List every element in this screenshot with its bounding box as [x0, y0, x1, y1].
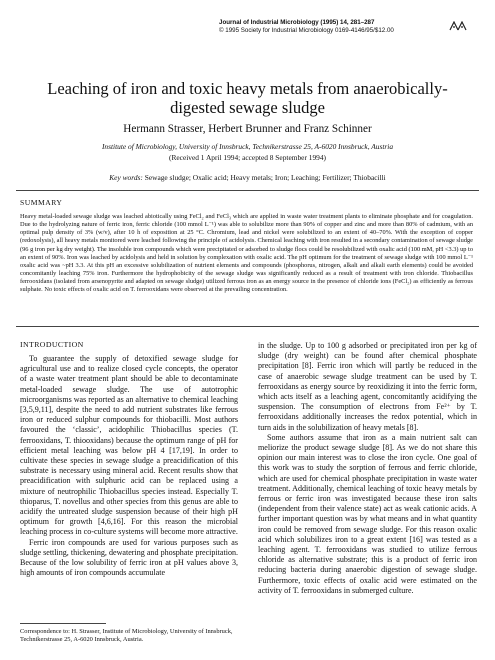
summary-top-rule [16, 190, 479, 191]
journal-header [219, 19, 439, 35]
body-paragraph: in the sludge. Up to 100 g adsorbed or precipitated iron per kg of sludge (dry weight) can be found after chemical phosphate precipitation [8]. Ferric iron which will partly be reduced in the case of anaerobic sewage sludge treatment can be used by T. ferrooxidans as energy source by reoxidizing it into the ferric form, which acts itself as a leaching agent, concomitantly acidifying the suspension. The consumption of electrons from Fe²⁺ by T. ferrooxidans additionally increases the redox potential, which in turn aids in the solubilization of heavy metals [8]. [258, 341, 477, 432]
received-dates: (Received 1 April 1994; accepted 8 September 1994) [169, 153, 326, 162]
author-list: Hermann Strasser, Herbert Brunner and Franz Schinner [123, 123, 372, 135]
copyright-line: © 1995 Society for Industrial Microbiology 0169-4146/95/$12.00 [219, 27, 394, 34]
keywords [20, 173, 475, 182]
correspondence-footnote: Correspondence to: H. Strasser, Institute of Microbiology, University of Innsbruck, Technikerstrasse 25, A-6020 Innsbruck, Austria. [20, 628, 233, 643]
summary-text: Heavy metal-loaded sewage sludge was leached abiotically using FeCl₂ and FeCl₃ which are applied in waste water treatment plants to eliminate phosphate and for coagulation. Due to the hydrolyzing nature of ferric iron, ferric chloride (100 mmol L⁻¹) was able to solubilize more than 90% of copper and zinc and more than 80% of cadmium, with an optimal pulp density of 3% (w/v), after 10 h of exposition at 25 °C. Chromium, lead and nickel were solubilized to an extent of 40–70%. With the exception of copper (redoxolysis), all heavy metals monitored were leached following the principle of acidolysis. Chemical leaching with iron resulted in a secondary contamination of sewage sludge (96 g iron per kg dry weight). The insoluble iron compounds which were precipitated or adsorbed to sludge flocs could be resolubilized with oxalic acid (100 mM, pH <3.3) up to an extent of 90%. Iron was leached by acidolysis and held in solution by complexation with oxalic acid. The pH optimum for the treatment of sewage sludge with 100 mmol L⁻¹ oxalic acid was ~pH 3.3. At this pH an excessive solubilization of nutrient elements and compounds (phosphorus, nitrogen, alkali and alkali earth elements) could be avoided concomitantly leaching 75% iron. Furthermore the hydrophobicity of the sewage sludge was significantly reduced as a result of treatment with iron chloride. Thiobacillus ferrooxidans (isolated from arsenopyrite and adapted on sewage sludge) utilized ferrous iron as an energy source in the presence of chloride ions (FeCl₂) as efficiently as ferrous sulphate. No toxic effects of oxalic acid on T. ferrooxidans were observed at the prevailing concentration. [20, 213, 473, 294]
summary-bottom-rule [16, 326, 479, 327]
body-paragraph: Some authors assume that iron as a main nutrient salt can meliorize the product sewage sludge [8]. As we do not share this opinion our main interest was to close the iron cycle. One goal of this work was to study the sorption of ferrous and ferric chloride, which are used for chemical phosphate precipitation in waste water treatment. Additionally, chemical leaching of toxic heavy metals by ferrous or ferric iron was investigated because these iron salts (independent from their valence state) act as weak cationic acids. A further important question was by what means and in what quantity iron could be removed from sewage sludge. For this reason oxalic acid which solubilizes iron to a great extent [16] was tested as a leaching agent. T. ferrooxidans was studied to utilize ferrous chloride as alternative substrate; this is a product of ferric iron reducing bacteria during anaerobic digestion of sewage sludge. Furthermore, toxic effects of oxalic acid were estimated on the activity of T. ferrooxidans in submerged culture. [258, 432, 477, 595]
body-paragraph: Ferric iron compounds are used for various purposes such as sludge settling, thickening, dewatering and phosphate precipitation. Because of the low solubility of ferric iron at pH values above 3, high amounts of iron compounds accumulate [20, 537, 238, 578]
affiliation: Institute of Microbiology, University of Innsbruck, Technikerstrasse 25, A-6020 Innsbruck, Austria [101, 142, 394, 151]
body-paragraph: To guarantee the supply of detoxified sewage sludge for agricultural use and to realize closed cycle concepts, the operator of a waste water treatment plant should be able to decontaminate metal-loaded sewage sludge. The use of autotrophic microorganisms was reported as an alternative to chemical leaching [3,5,9,11], despite the need to add nutrient substrates like ferrous iron or reduced sulphur compounds for thiobacilli. Most authors favoured the ‘classic’, acidophilic Thiobacillus species (T. ferrooxidans, T. thiooxidans) because the optimum range of pH for efficient metal leaching was below pH 4 [17,19]. In order to cultivate these species in sewage sludge a preacidification of this substrate is necessary using mineral acid. Recent results show that preacidification with sulphuric acid can be replaced using a mixture of neutrophilic Thiobacillus species instead. Especially T. thioparus, T. novellus and other species from this genus are able to acidify the untreated sludge suspension because of their high pH optimum for growth [4,6,16]. For this reason the microbial leaching process in co-culture systems will become more attractive. [20, 354, 238, 537]
footnote-rule [20, 623, 106, 624]
publisher-logo-icon [449, 21, 467, 31]
introduction-heading: INTRODUCTION [20, 340, 84, 349]
left-column [20, 354, 238, 578]
summary-heading: SUMMARY [20, 198, 63, 207]
keywords-label: Key words: [109, 173, 143, 182]
journal-citation: Journal of Industrial Microbiology (1995) 14, 281–287 [219, 19, 375, 26]
right-column [258, 341, 477, 596]
article-title: Leaching of iron and toxic heavy metals from anaerobically-digested sewage sludge [47, 79, 448, 117]
keywords-list: Sewage sludge; Oxalic acid; Heavy metals; Iron; Leaching; Fertilizer; Thiobacilli [144, 173, 386, 182]
